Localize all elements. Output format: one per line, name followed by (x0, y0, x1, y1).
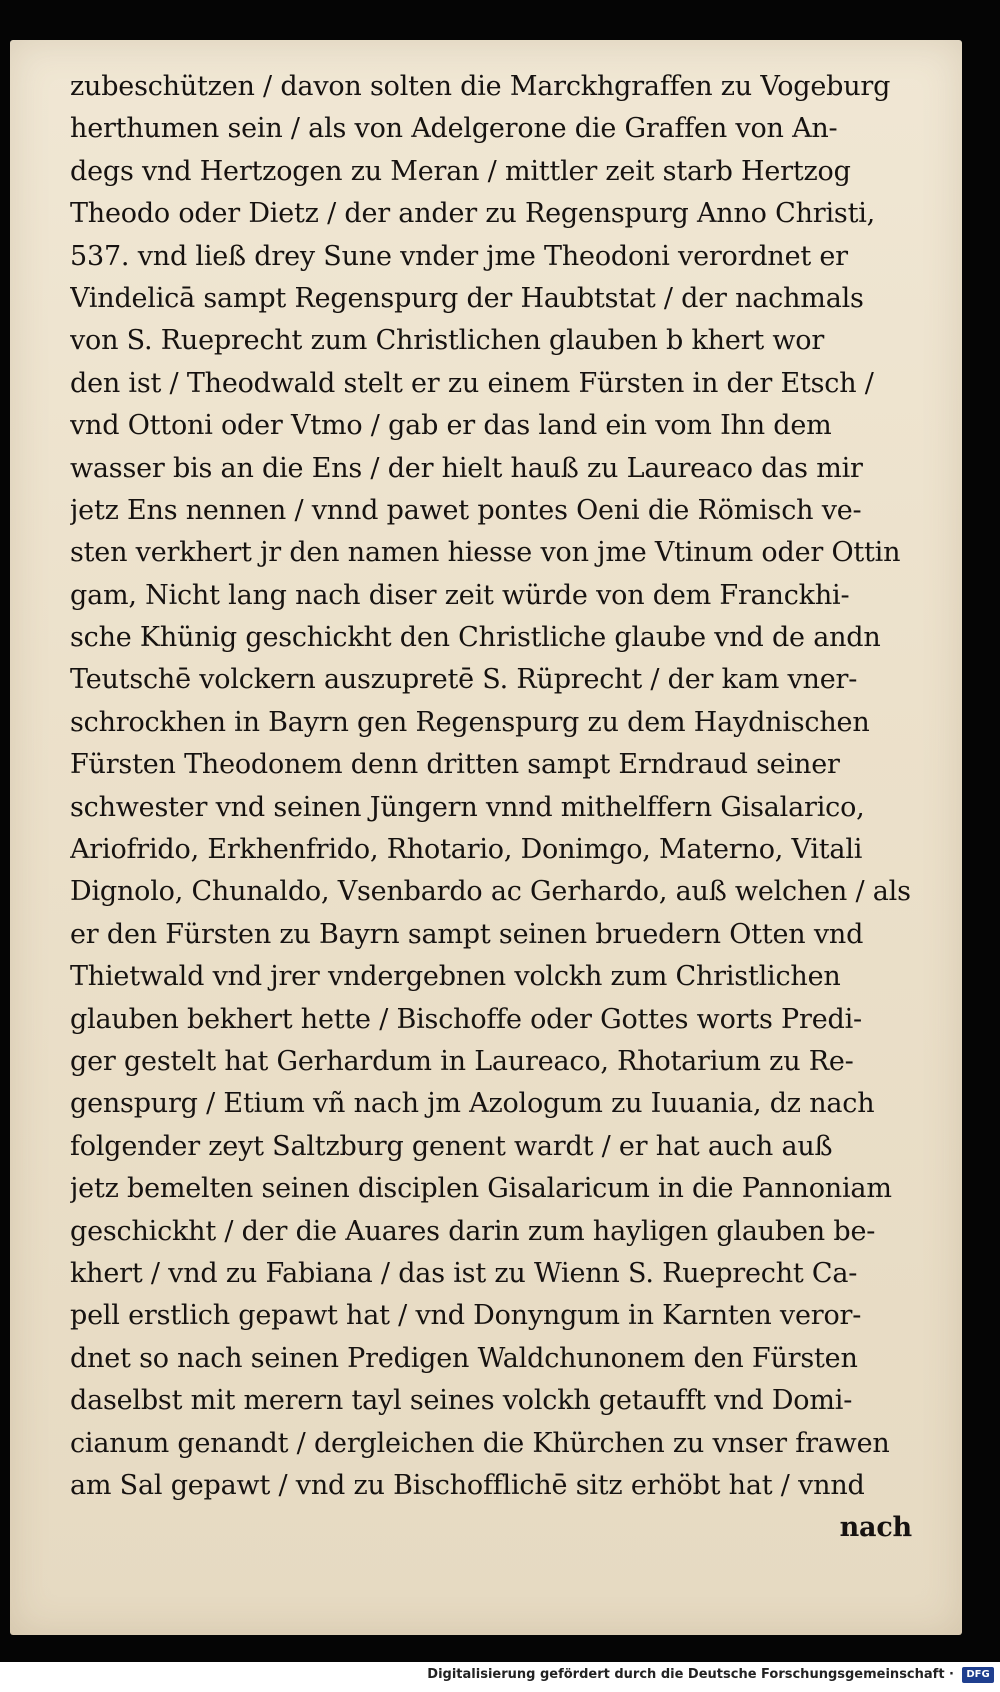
text-line-4: Theodo oder Dietz / der ander zu Regenspurg Anno Christi, (70, 198, 876, 230)
text-line-31: dnet so nach seinen Predigen Waldchunonem den Fürsten (70, 1342, 858, 1374)
text-line-13: gam, Nicht lang nach diser zeit würde von dem Franckhi- (70, 579, 850, 611)
text-line-15: Teutschē volckern auszupretē S. Rüprecht / der kam vner- (70, 664, 858, 696)
text-line-17: Fürsten Theodonem denn dritten sampt Erndraud seiner (70, 749, 840, 781)
text-line-14: sche Khünig geschickht den Christliche glaube vnd de andn (70, 622, 881, 654)
text-line-16: schrockhen in Bayrn gen Regenspurg zu dem Haydnischen (70, 706, 870, 738)
text-line-12: sten verkhert jr den namen hiesse von jme Vtinum oder Ottin (70, 537, 901, 569)
text-line-2: herthumen sein / als von Adelgerone die Graffen von An- (70, 113, 838, 145)
text-line-10: wasser bis an die Ens / der hielt hauß zu Laureaco das mir (70, 452, 863, 484)
text-line-18: schwester vnd seinen Jüngern vnnd mithelffern Gisalarico, (70, 791, 865, 823)
text-line-30: pell erstlich gepawt hat / vnd Donyngum in Karnten veror- (70, 1300, 862, 1332)
text-line-24: ger gestelt hat Gerhardum in Laureaco, Rhotarium zu Re- (70, 1045, 854, 1077)
text-line-28: geschickht / der die Auares darin zum hayligen glauben be- (70, 1215, 876, 1247)
text-line-27: jetz bemelten seinen disciplen Gisalaricum in die Pannoniam (70, 1173, 892, 1205)
text-line-29: khert / vnd zu Fabiana / das ist zu Wienn S. Rueprecht Ca- (70, 1257, 858, 1289)
text-line-3: degs vnd Hertzogen zu Meran / mittler zeit starb Hertzog (70, 155, 851, 187)
text-line-5: 537. vnd ließ drey Sune vnder jme Theodoni verordnet er (70, 240, 848, 272)
text-line-33: cianum genandt / dergleichen die Khürchen zu vnser frawen (70, 1427, 890, 1459)
text-line-22: Thietwald vnd jrer vndergebnen volckh zum Christlichen (70, 961, 841, 993)
text-line-7: von S. Rueprecht zum Christlichen glauben b khert wor (70, 325, 825, 357)
text-line-32: daselbst mit merern tayl seines volckh getaufft vnd Domi- (70, 1385, 853, 1417)
dfg-logo-icon: DFG (962, 1667, 994, 1683)
text-line-20: Dignolo, Chunaldo, Vsenbardo ac Gerhardo, auß welchen / als (70, 876, 911, 908)
text-line-8: den ist / Theodwald stelt er zu einem Fürsten in der Etsch / (70, 367, 874, 399)
text-line-1: zubeschützen / davon solten die Marckhgraffen zu Vogeburg (70, 71, 891, 102)
footer-strip (0, 1662, 1000, 1692)
text-line-9: vnd Ottoni oder Vtmo / gab er das land ein vom Ihn dem (70, 410, 832, 442)
digitization-credit: Digitalisierung gefördert durch die Deutsche Forschungsgemeinschaft · (427, 1667, 954, 1682)
catchword: nach (839, 1512, 912, 1544)
text-line-26: folgender zeyt Saltzburg genent wardt / er hat auch auß (70, 1130, 833, 1162)
book-page (10, 40, 962, 1635)
text-line-21: er den Fürsten zu Bayrn sampt seinen bruedern Otten vnd (70, 918, 864, 950)
page-text-block (70, 66, 930, 1550)
text-line-6: Vindelicā sampt Regenspurg der Haubtstat / der nachmals (70, 282, 864, 314)
text-line-19: Ariofrido, Erkhenfrido, Rhotario, Donimgo, Materno, Vitali (70, 834, 863, 866)
text-line-11: jetz Ens nennen / vnnd pawet pontes Oeni die Römisch ve- (70, 494, 862, 526)
text-line-34: am Sal gepawt / vnd zu Bischofflichē sitz erhöbt hat / vnnd (70, 1469, 865, 1501)
text-line-25: genspurg / Etium vñ nach jm Azologum zu Iuuania, dz nach (70, 1088, 875, 1120)
text-line-23: glauben bekhert hette / Bischoffe oder Gottes worts Predi- (70, 1003, 862, 1035)
